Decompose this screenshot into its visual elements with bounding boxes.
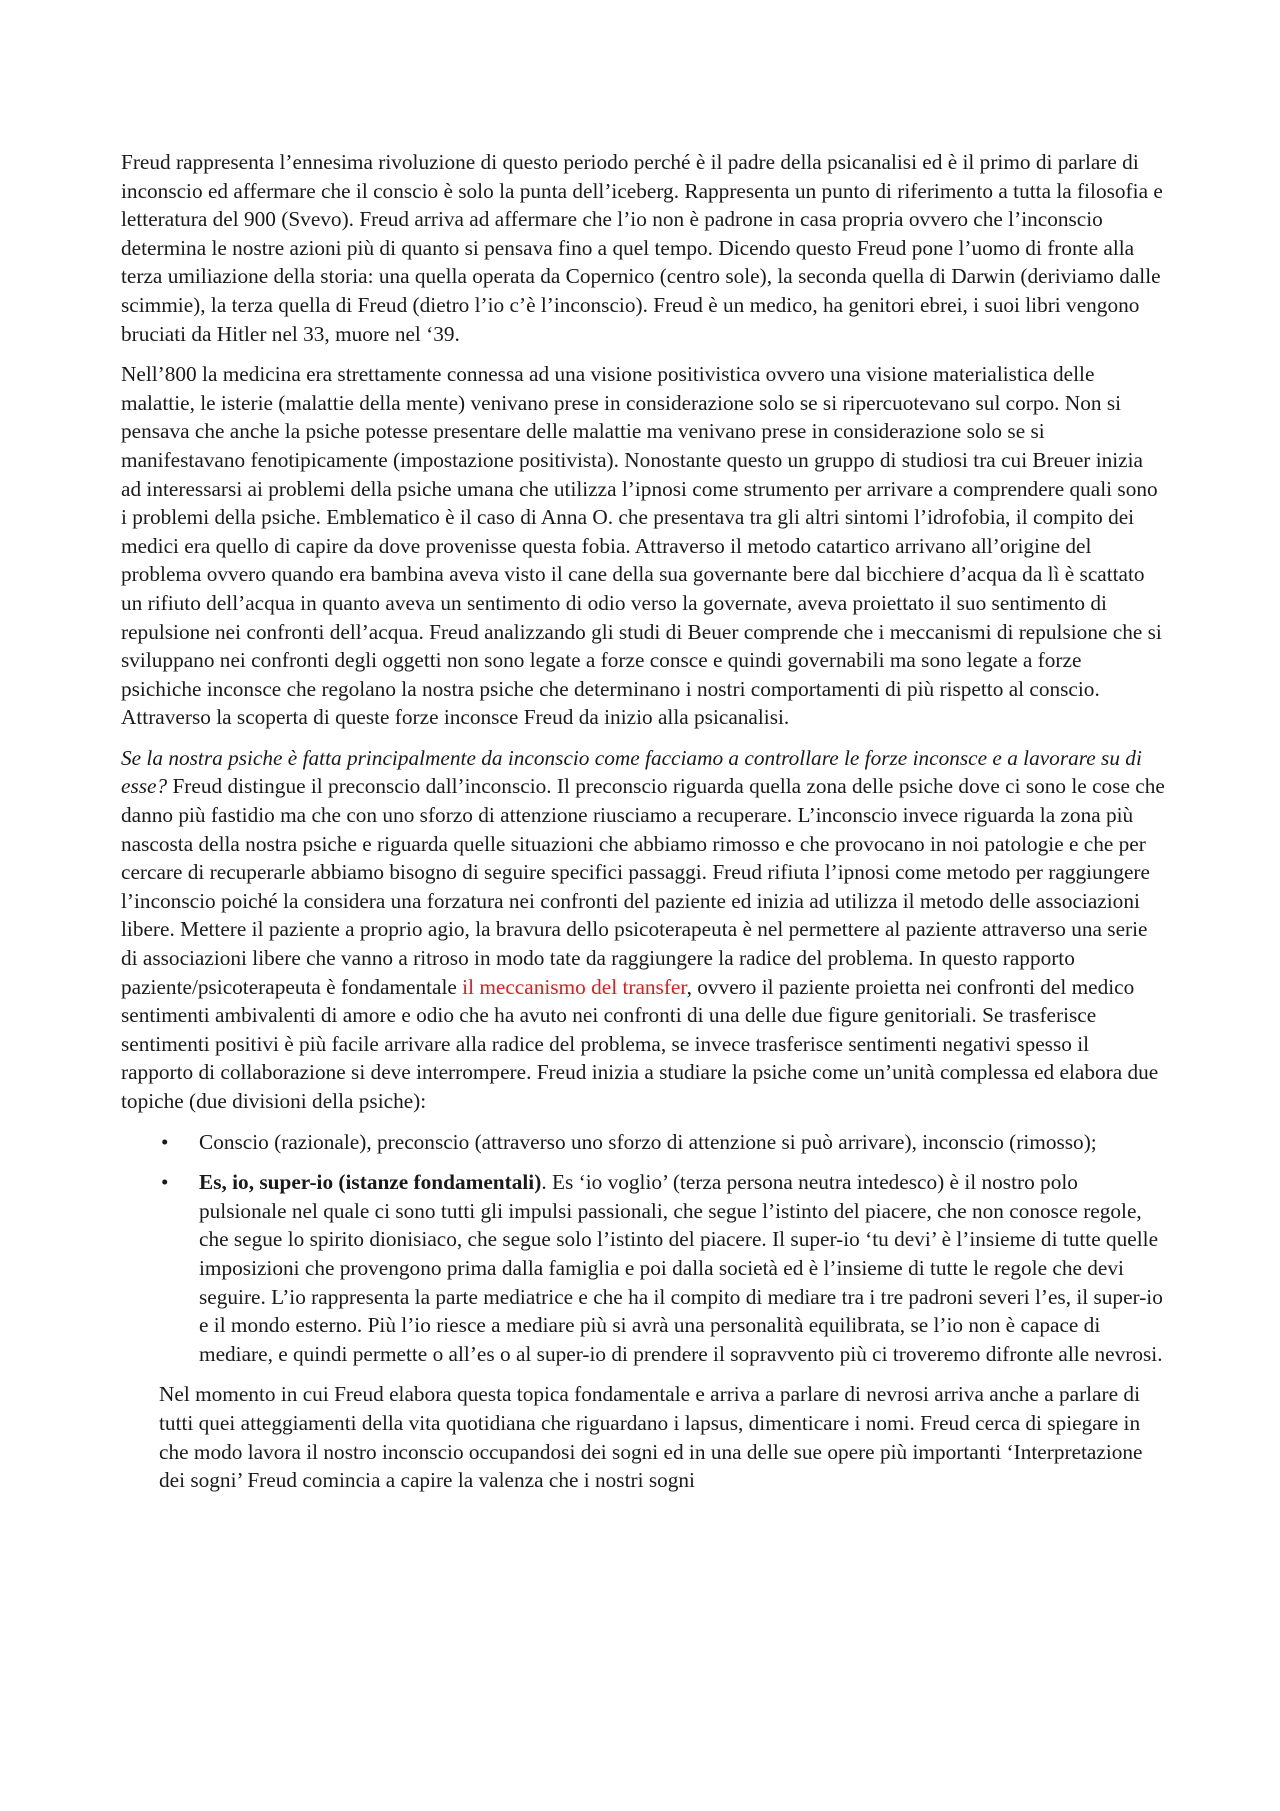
bullet-icon: • — [161, 1129, 169, 1154]
topiche-list — [121, 1128, 1166, 1369]
list-item-text: . Es ‘io voglio’ (terza persona neutra intedesco) è il nostro polo pulsionale nel quale ci sono tutti gli impulsi passionali, che segue l’istinto del piacere, che non conosce regole, che segue lo spirito dionisiaco, che segue solo l’istinto del piacere. Il super-io ‘tu devi’ è l’insieme di tutte quelle imposizioni che provengono prima dalla famiglia e poi dalla società ed è l’insieme di tutte le regole che devi seguire. L’io rappresenta la parte mediatrice e che ha il compito di mediare tra i tre padroni severi l’es, il super-io e il mondo esterno. Più l’io riesce a mediare più si avrà una personalità equilibrata, se l’io non è capace di mediare, e quindi permette o all’es o al super-io di prendere il sopravvento più ci troveremo difronte alle nevrosi. — [199, 1170, 1163, 1366]
list-item-text: Conscio (razionale), preconscio (attraverso uno sforzo di attenzione si può arrivare), inconscio (rimosso); — [199, 1129, 1097, 1154]
paragraph-text-before-highlight: Freud distingue il preconscio dall’inconscio. Il preconscio riguarda quella zona delle psiche dove ci sono le cose che danno più fastidio ma che con uno sforzo di attenzione riusciamo a recuperare. L’inconscio invece riguarda la zona più nascosta della nostra psiche e riguarda quelle situazioni che abbiamo rimosso e che provocano in noi patologie e che per cercare di recuperarle abbiamo bisogno di seguire specifici passaggi. Freud rifiuta l’ipnosi come metodo per raggiungere l’inconscio poiché la considera una forzatura nei confronti del paziente ed inizia ad utilizza il metodo delle associazioni libere. Mettere il paziente a proprio agio, la bravura dello psicoterapeuta è nel permettere al paziente attraverso una serie di associazioni libere che vanno a ritroso in modo tate da raggiungere la radice del problema. In questo rapporto paziente/psicoterapeuta è fondamentale — [121, 774, 1165, 999]
list-item-bold-heading: Es, io, super-io (istanze fondamentali) — [199, 1170, 542, 1195]
highlight-transfer: il meccanismo del transfer — [462, 974, 687, 999]
list-item-seconda-topica — [121, 1168, 1166, 1368]
list-item-prima-topica — [121, 1128, 1166, 1157]
italic-question: Se la nostra psiche è fatta principalmente da inconscio come facciamo a controllare le forze inconsce e a lavorare su di esse? — [121, 745, 1142, 799]
paragraph-text-after-highlight: , ovvero il paziente proietta nei confronti del medico sentimenti ambivalenti di amore e odio che ha avuto nei confronti di una delle due figure genitoriali. Se trasferisce sentimenti positivi è più facile arrivare alla radice del problema, se invece trasferisce sentimenti negativi spesso il rapporto di collaborazione si deve interrompere. Freud inizia a studiare la psiche come un’unità complessa ed elabora due topiche (due divisioni della psiche): — [121, 974, 1159, 1113]
paragraph-medicina-ottocento: Nell’800 la medicina era strettamente connessa ad una visione positivistica ovvero una visione materialistica delle malattie, le isterie (malattie della mente) venivano prese in considerazione solo se si ripercuotevano sul corpo. Non si pensava che anche la psiche potesse presentare delle malattie ma venivano prese in considerazione solo se si manifestavano fenotipicamente (impostazione positivista). Nonostante questo un gruppo di studiosi tra cui Breuer inizia ad interessarsi ai problemi della psiche umana che utilizza l’ipnosi come strumento per arrivare a comprendere quali sono i problemi della psiche. Emblematico è il caso di Anna O. che presentava tra gli altri sintomi l’idrofobia, il compito dei medici era quello di capire da dove provenisse questa fobia. Attraverso il metodo catartico arrivano all’origine del problema ovvero quando era bambina aveva visto il cane della sua governante bere dal bicchiere d’acqua da lì è scattato un rifiuto dell’acqua in quanto aveva un sentimento di odio verso la governate, aveva proiettato il suo sentimento di repulsione nei confronti dell’acqua. Freud analizzando gli studi di Beuer comprende che i meccanismi di repulsione che si sviluppano nei confronti degli oggetti non sono legate a forze consce e quindi governabili ma sono legate a forze psichiche inconsce che regolano la nostra psiche che determinano i nostri comportamenti di più rispetto al conscio. Attraverso la scoperta di queste forze inconsce Freud da inizio alla psicanalisi. — [121, 362, 1162, 730]
bullet-icon: • — [161, 1170, 169, 1195]
document-body — [121, 148, 1166, 1507]
paragraph-sogni: Nel momento in cui Freud elabora questa topica fondamentale e arriva a parlare di nevrosi arriva anche a parlare di tutti quei atteggiamenti della vita quotidiana che riguardano i lapsus, dimenticare i nomi. Freud cerca di spiegare in che modo lavora il nostro inconscio occupandosi dei sogni ed in una delle sue opere più importanti ‘Interpretazione dei sogni’ Freud comincia a capire la valenza che i nostri sogni — [159, 1382, 1143, 1493]
paragraph-freud-intro: Freud rappresenta l’ennesima rivoluzione di questo periodo perché è il padre della psicanalisi ed è il primo di parlare di inconscio ed affermare che il conscio è solo la punta dell’iceberg. Rappresenta un punto di riferimento a tutta la filosofia e letteratura del 900 (Svevo). Freud arriva ad affermare che l’io non è padrone in casa propria ovvero che l’inconscio determina le nostre azioni più di quanto si pensava fino a quel tempo. Dicendo questo Freud pone l’uomo di fronte alla terza umiliazione della storia: una quella operata da Copernico (centro sole), la seconda quella di Darwin (deriviamo dalle scimmie), la terza quella di Freud (dietro l’io c’è l’inconscio). Freud è un medico, ha genitori ebrei, i suoi libri vengono bruciati da Hitler nel 33, muore nel ‘39. — [121, 150, 1163, 346]
paragraph-preconscio-inconscio — [121, 744, 1166, 1116]
